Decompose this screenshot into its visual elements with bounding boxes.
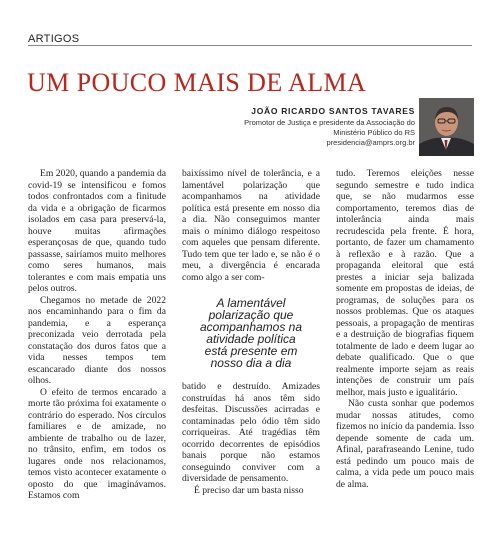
pull-quote-line: polarização que xyxy=(208,308,294,322)
author-byline xyxy=(175,106,415,148)
pull-quote-line: está presente em xyxy=(204,344,298,358)
paragraph: batido e destruído. Amizades construídas há anos têm sido desfeitas. Discussões acirradas e contaminadas pelo ódio têm sido corriqueiras. Até tragédias têm ocorrido decorrentes de episódios banais porque não estamos conseguindo conviver com a diversidade de pensamento. xyxy=(182,381,320,484)
column-1 xyxy=(28,168,166,502)
pull-quote-line: nosso dia a dia xyxy=(210,356,292,370)
pull-quote xyxy=(182,297,320,369)
paragraph: baixíssimo nível de tolerância, e a lamentável polarização que acompanhamos na atividade política está presente em nosso dia a dia. Não conseguimos manter mais o mínimo diálogo respeitoso com aqueles que pensam diferente. Tudo tem que ter lado e, se não é o meu, a divergência é encarada como algo a ser com- xyxy=(182,168,320,283)
paragraph: É preciso dar um basta nisso xyxy=(194,484,304,496)
pull-quote-line: acompanhamos na xyxy=(199,320,303,334)
author-photo xyxy=(419,98,474,156)
column-2 xyxy=(182,168,320,496)
author-role-line1: Promotor de Justiça e presidente da Associação do xyxy=(244,118,415,127)
column-3 xyxy=(336,168,474,490)
article-headline: UM POUCO MAIS DE ALMA xyxy=(27,68,367,97)
section-divider xyxy=(28,45,472,46)
section-label: ARTIGOS xyxy=(28,33,80,45)
author-name: JOÃO RICARDO SANTOS TAVARES xyxy=(251,106,415,116)
author-role-line2: Ministério Público do RS xyxy=(333,128,415,137)
pull-quote-line: A lamentável xyxy=(216,296,286,310)
paragraph: tudo. Teremos eleições nesse segundo semestre e tudo indica que, se não mudarmos esse comportamento, teremos dias de intolerância ainda mais recrudescida pela frente. É hora, portanto, de fazer um chamamento à reflexão e à razão. Que a propaganda eleitoral que está prestes a iniciar seja balizada somente em propostas de ideias, de programas, de soluções para os nossos problemas. Que os ataques pessoais, a propagação de mentiras e a destruição de biografias fiquem totalmente de lado e deem lugar ao debate qualificado. Que o que realmente importe sejam as reais intenções de construir um país melhor, mais justo e igualitário. xyxy=(336,168,474,398)
author-email[interactable]: presidencia@amprs.org.br xyxy=(326,138,415,147)
paragraph: Em 2020, quando a pandemia da covid-19 se intensificou e fomos todos confrontados com a finitude da vida e a obrigação de ficarmos isolados em casa para preservá-la, houve muitas afirmações esperançosas de que, quando tudo passasse, sairíamos muito melhores como seres humanos, mais tolerantes e com mais empatia uns pelos outros. xyxy=(28,168,166,294)
pull-quote-line: atividade política xyxy=(206,332,296,346)
paragraph: Chegamos no metade de 2022 nos encaminhando para o fim da pandemia, e a esperança preconizada veio derrotada pela constatação dos duros fatos que a vida nesses tempos tem escancarado diante dos nossos olhos. xyxy=(28,294,166,386)
paragraph: Não custa sonhar que podemos mudar nossas atitudes, como fizemos no início da pandemia. Isso depende somente de cada um. Afinal, parafraseando Lenine, tudo está pedindo um pouco mais de calma, a vida pede um pouco mais de alma. xyxy=(336,398,475,490)
paragraph: O efeito de termos encarado a morte tão próxima foi exatamente o contrário do esperado. Nos círculos familiares e de amizade, no ambiente de trabalho ou de lazer, no trânsito, enfim, em todos os lugares onde nos relacionamos, temos visto acontecer exatamente o oposto do que imaginávamos. Estamos com xyxy=(28,386,166,501)
